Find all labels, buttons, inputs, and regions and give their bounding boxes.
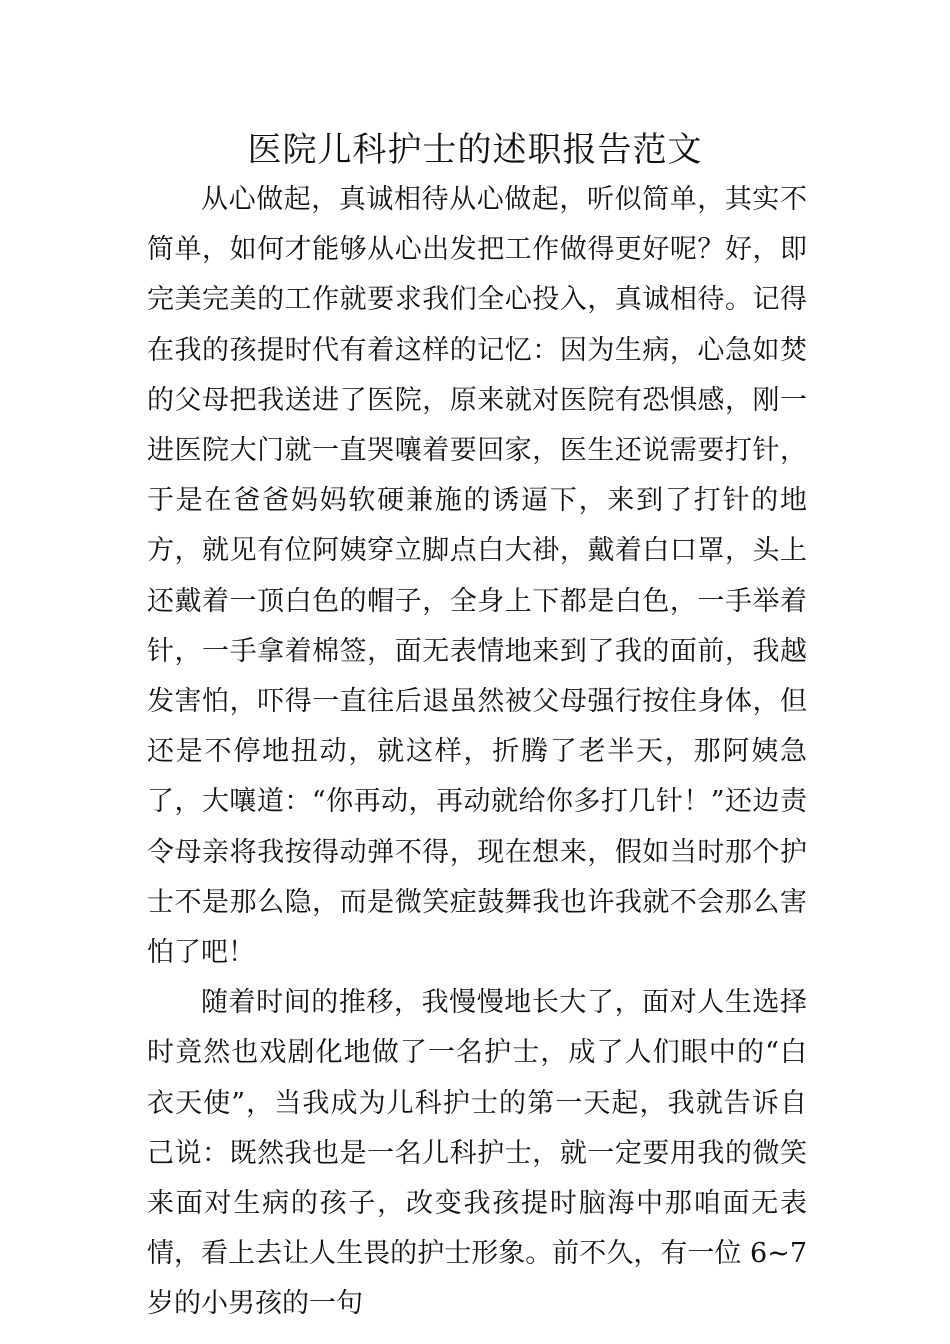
- paragraph: 随着时间的推移，我慢慢地长大了，面对人生选择时竟然也戏剧化地做了一名护士，成了人们眼中的“白衣天使”，当我成为儿科护士的第一天起，我就告诉自己说：既然我也是一名儿科护士，就一定要用我的微笑来面对生病的孩子，改变我孩提时脑海中那咱面无表情，看上去让人生畏的护士形象。前不久，有一位 6~7 岁的小男孩的一句: [147, 987, 807, 1320]
- paragraph: 从心做起，真诚相待从心做起，听似简单，其实不简单，如何才能够从心出发把工作做得更好呢？好，即完美完美的工作就要求我们全心投入，真诚相待。记得在我的孩提时代有着这样的记忆：因为生病，心急如焚的父母把我送进了医院，原来就对医院有恐惧感，刚一进医院大门就一直哭嚷着要回家，医生还说需要打针，于是在爸爸妈妈软硬兼施的诱逼下，来到了打针的地方，就见有位阿姨穿立脚点白大褂，戴着白口罩，头上还戴着一顶白色的帽子，全身上下都是白色，一手举着针，一手拿着棉签，面无表情地来到了我的面前，我越发害怕，吓得一直往后退虽然被父母强行按住身体，但还是不停地扭动，就这样，折腾了老半天，那阿姨急了，大嚷道：“你再动，再动就给你多打几针！”还边责令母亲将我按得动弹不得，现在想来，假如当时那个护士不是那么隐，而是微笑症鼓舞我也许我就不会那么害怕了吧！: [147, 184, 807, 969]
- document-title: 医院儿科护士的述职报告范文: [247, 130, 703, 170]
- document-body: [147, 175, 807, 1330]
